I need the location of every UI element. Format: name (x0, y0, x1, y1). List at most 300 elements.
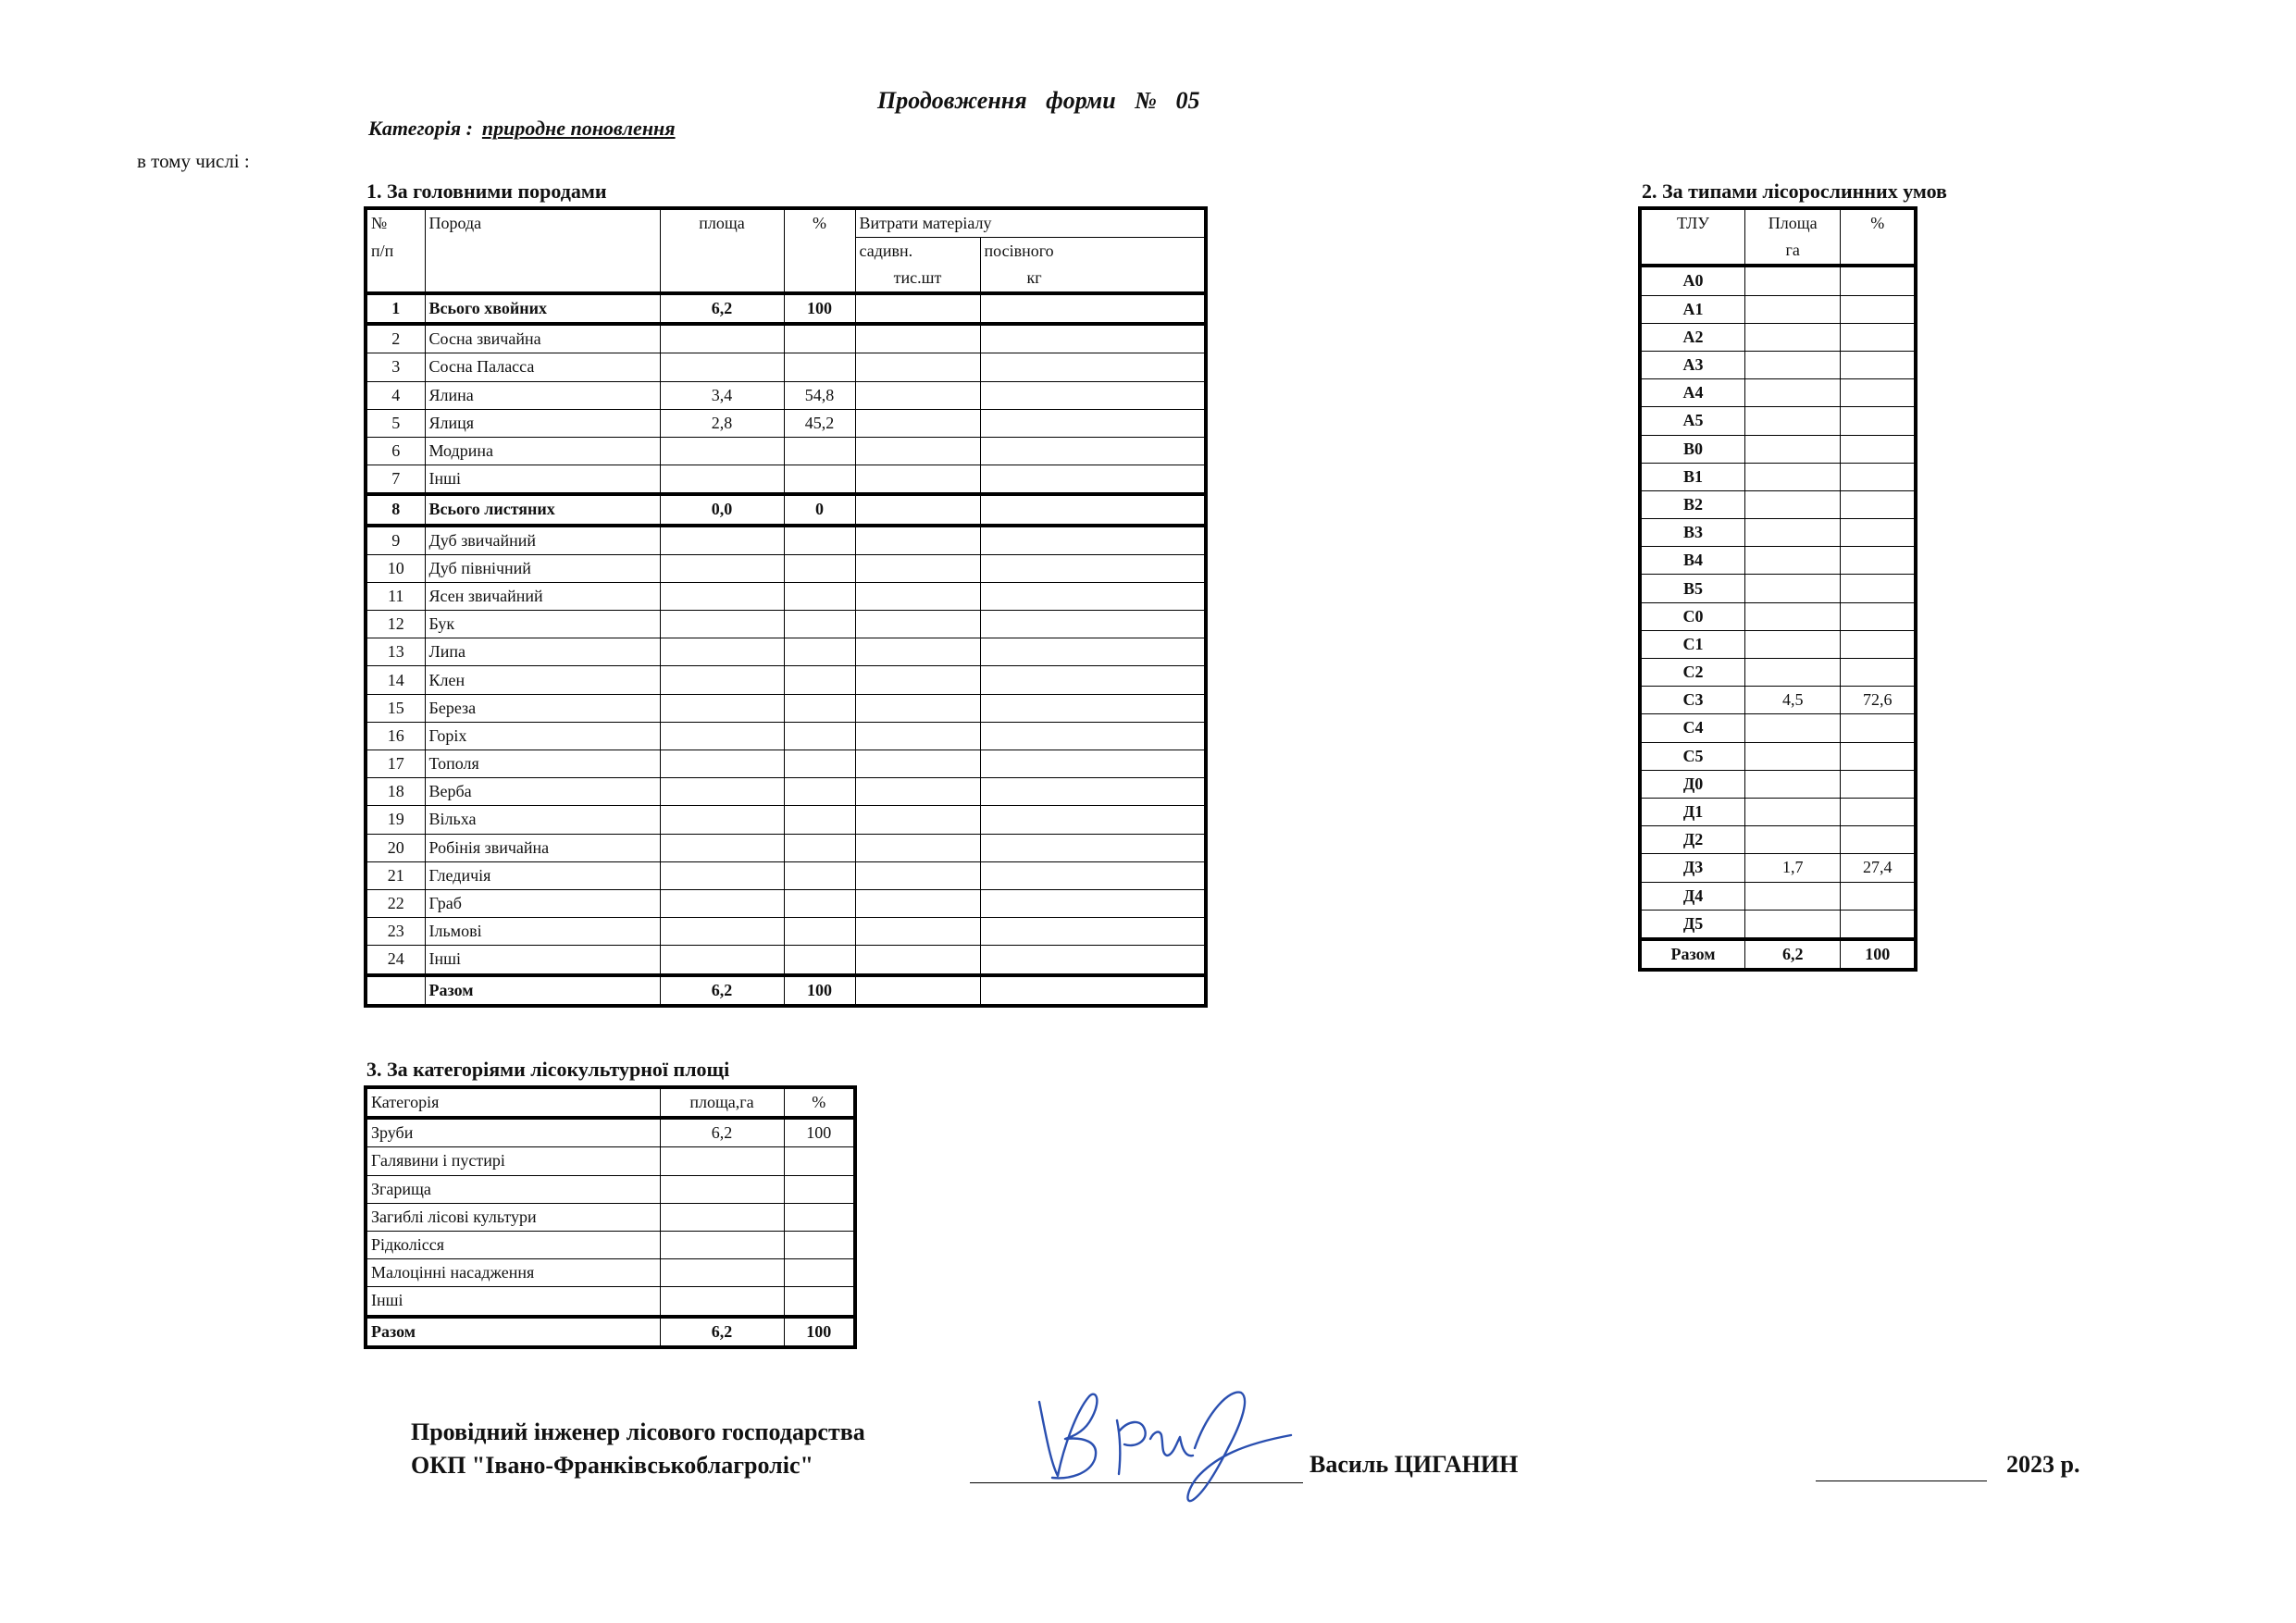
percent-value (784, 582, 855, 610)
tlu-code: С3 (1640, 687, 1745, 714)
table-row (366, 1175, 855, 1203)
tlu-code: Д3 (1640, 854, 1745, 882)
table-row (366, 861, 1206, 889)
table-row (1640, 630, 1916, 658)
tlu-code: Д1 (1640, 798, 1745, 825)
tlu-area (1745, 266, 1841, 295)
tlu-code: Д0 (1640, 770, 1745, 798)
seed-value (980, 611, 1206, 638)
area-value (660, 750, 784, 778)
col-header-cat-pct: % (784, 1087, 855, 1118)
total-percent: 100 (784, 975, 855, 1006)
planting-value (855, 381, 980, 409)
tlu-percent (1841, 770, 1916, 798)
table-row (366, 293, 1206, 324)
tlu-percent (1841, 407, 1916, 435)
table-row (366, 694, 1206, 722)
seed-value (980, 975, 1206, 1006)
species-name: Гледичія (425, 861, 660, 889)
category-value: природне поновлення (481, 117, 676, 140)
tlu-code: А5 (1640, 407, 1745, 435)
seed-value (980, 554, 1206, 582)
total-row (366, 975, 1206, 1006)
area-value (660, 611, 784, 638)
tlu-percent (1841, 798, 1916, 825)
category-percent (784, 1147, 855, 1175)
tlu-percent (1841, 547, 1916, 575)
row-number: 10 (366, 554, 425, 582)
tlu-percent: 72,6 (1841, 687, 1916, 714)
planting-value (855, 918, 980, 946)
table-row (366, 611, 1206, 638)
tlu-area (1745, 882, 1841, 910)
col-header-area: площа (660, 208, 784, 238)
table-row (1640, 882, 1916, 910)
table-row (366, 750, 1206, 778)
tlu-area (1745, 714, 1841, 742)
planting-value (855, 861, 980, 889)
row-number: 16 (366, 722, 425, 750)
tlu-area: 1,7 (1745, 854, 1841, 882)
signer-role-line1: Провідний інженер лісового господарства (411, 1419, 865, 1445)
percent-value (784, 437, 855, 465)
category-area (660, 1175, 784, 1203)
percent-value (784, 554, 855, 582)
tlu-area: 4,5 (1745, 687, 1841, 714)
tlu-percent (1841, 379, 1916, 407)
row-number: 12 (366, 611, 425, 638)
species-name: Сосна звичайна (425, 324, 660, 353)
tlu-code: В1 (1640, 463, 1745, 490)
percent-value (784, 834, 855, 861)
tlu-percent (1841, 882, 1916, 910)
species-name: Верба (425, 778, 660, 806)
planting-value (855, 554, 980, 582)
planting-value (855, 465, 980, 495)
col-header-num: № (366, 208, 425, 238)
area-value (660, 582, 784, 610)
table-row (366, 554, 1206, 582)
tlu-area (1745, 798, 1841, 825)
tlu-percent: 27,4 (1841, 854, 1916, 882)
category-area (660, 1231, 784, 1258)
signer-role-line2: ОКП "Івано-Франківськоблагроліс" (411, 1452, 813, 1479)
tlu-percent (1841, 602, 1916, 630)
table-row (366, 918, 1206, 946)
tlu-code: В4 (1640, 547, 1745, 575)
section1-title: 1. За головними породами (366, 180, 607, 203)
tlu-code: Д4 (1640, 882, 1745, 910)
tlu-code: С2 (1640, 659, 1745, 687)
col-header-cat-area: площа,га (660, 1087, 784, 1118)
planting-value (855, 437, 980, 465)
table-row (366, 834, 1206, 861)
percent-value (784, 778, 855, 806)
col-header-material: Витрати матеріалу (855, 208, 1206, 238)
area-value (660, 889, 784, 917)
category-percent (784, 1287, 855, 1317)
row-number: 19 (366, 806, 425, 834)
tlu-area (1745, 323, 1841, 351)
table-row (366, 778, 1206, 806)
species-name: Інші (425, 465, 660, 495)
tlu-area (1745, 351, 1841, 378)
tlu-area (1745, 519, 1841, 547)
seed-value (980, 494, 1206, 525)
table-row (366, 889, 1206, 917)
seed-value (980, 409, 1206, 437)
species-name: Ялина (425, 381, 660, 409)
section2-title: 2. За типами лісорослинних умов (1642, 180, 1947, 203)
col-header-planting-unit: тис.шт (855, 265, 980, 293)
col-header-seed-unit: кг (980, 265, 1206, 293)
category-percent (784, 1175, 855, 1203)
handwritten-signature (1032, 1383, 1309, 1508)
table-row (366, 353, 1206, 381)
seed-value (980, 750, 1206, 778)
table-row (366, 946, 1206, 975)
seed-value (980, 353, 1206, 381)
seed-value (980, 582, 1206, 610)
area-value (660, 806, 784, 834)
category-line (368, 117, 676, 141)
seed-value (980, 293, 1206, 324)
category-area: 6,2 (660, 1118, 784, 1147)
species-name: Дуб північний (425, 554, 660, 582)
tlu-code: С5 (1640, 742, 1745, 770)
area-value (660, 666, 784, 694)
species-name: Сосна Паласса (425, 353, 660, 381)
percent-value (784, 611, 855, 638)
tlu-code: С0 (1640, 602, 1745, 630)
table-row (366, 806, 1206, 834)
species-name: Клен (425, 666, 660, 694)
percent-value (784, 324, 855, 353)
percent-value: 45,2 (784, 409, 855, 437)
seed-value (980, 918, 1206, 946)
total-row (1640, 939, 1916, 970)
species-name: Липа (425, 638, 660, 666)
planting-value (855, 494, 980, 525)
species-name: Горіх (425, 722, 660, 750)
tlu-area (1745, 435, 1841, 463)
row-number: 13 (366, 638, 425, 666)
tlu-area (1745, 630, 1841, 658)
table-row (1640, 910, 1916, 939)
row-number: 6 (366, 437, 425, 465)
table-row (1640, 463, 1916, 490)
table-row (366, 582, 1206, 610)
table-row (1640, 714, 1916, 742)
category-name: Малоцінні насадження (366, 1259, 660, 1287)
species-name: Модрина (425, 437, 660, 465)
table-row (366, 409, 1206, 437)
table-row (1640, 351, 1916, 378)
total-percent: 100 (784, 1317, 855, 1347)
tlu-percent (1841, 826, 1916, 854)
col-header-species: Порода (425, 208, 660, 238)
land-category-table (364, 1085, 857, 1349)
row-number: 2 (366, 324, 425, 353)
table-row (1640, 266, 1916, 295)
table-row (1640, 407, 1916, 435)
seed-value (980, 722, 1206, 750)
species-name: Дуб звичайний (425, 526, 660, 555)
tlu-code: А4 (1640, 379, 1745, 407)
category-area (660, 1147, 784, 1175)
table-row (1640, 659, 1916, 687)
table-row (1640, 519, 1916, 547)
category-percent (784, 1203, 855, 1231)
col-header-seed: посівного (980, 238, 1206, 266)
col-header-num2: п/п (366, 238, 425, 266)
table-row (366, 1203, 855, 1231)
species-name: Береза (425, 694, 660, 722)
category-name: Рідколісся (366, 1231, 660, 1258)
species-name: Бук (425, 611, 660, 638)
table-row (366, 666, 1206, 694)
species-name: Робінія звичайна (425, 834, 660, 861)
tlu-percent (1841, 714, 1916, 742)
planting-value (855, 293, 980, 324)
col-header-planting: садивн. (855, 238, 980, 266)
tlu-area (1745, 770, 1841, 798)
tlu-code: В3 (1640, 519, 1745, 547)
percent-value: 0 (784, 494, 855, 525)
tlu-code: А0 (1640, 266, 1745, 295)
signature-date: 2023 р. (2006, 1451, 2080, 1478)
category-label: Категорія : (368, 117, 473, 140)
col-header-tlu-area-unit: га (1745, 237, 1841, 266)
tlu-area (1745, 463, 1841, 490)
col-header-tlu-area: Площа (1745, 208, 1841, 237)
seed-value (980, 694, 1206, 722)
tlu-percent (1841, 435, 1916, 463)
tlu-area (1745, 295, 1841, 323)
seed-value (980, 778, 1206, 806)
total-area: 6,2 (660, 1317, 784, 1347)
tlu-percent (1841, 910, 1916, 939)
category-area (660, 1203, 784, 1231)
tlu-percent (1841, 519, 1916, 547)
row-number: 24 (366, 946, 425, 975)
signer-role (411, 1416, 865, 1482)
table-row (1640, 854, 1916, 882)
planting-value (855, 946, 980, 975)
area-value (660, 353, 784, 381)
row-number: 11 (366, 582, 425, 610)
tlu-code: С1 (1640, 630, 1745, 658)
seed-value (980, 324, 1206, 353)
row-number: 22 (366, 889, 425, 917)
row-number: 1 (366, 293, 425, 324)
area-value (660, 638, 784, 666)
table-row (1640, 379, 1916, 407)
total-percent: 100 (1841, 939, 1916, 970)
tlu-area (1745, 602, 1841, 630)
percent-value (784, 750, 855, 778)
row-number: 5 (366, 409, 425, 437)
tlu-code: Д2 (1640, 826, 1745, 854)
total-label: Разом (425, 975, 660, 1006)
row-number: 20 (366, 834, 425, 861)
tlu-area (1745, 910, 1841, 939)
row-number: 23 (366, 918, 425, 946)
area-value: 3,4 (660, 381, 784, 409)
seed-value (980, 526, 1206, 555)
percent-value (784, 946, 855, 975)
area-value (660, 465, 784, 495)
table-row (1640, 323, 1916, 351)
planting-value (855, 526, 980, 555)
percent-value (784, 694, 855, 722)
total-row (366, 1317, 855, 1347)
planting-value (855, 694, 980, 722)
table-row (1640, 575, 1916, 602)
tlu-area (1745, 826, 1841, 854)
tlu-code: С4 (1640, 714, 1745, 742)
tlu-code: В2 (1640, 490, 1745, 518)
planting-value (855, 611, 980, 638)
table-row (1640, 435, 1916, 463)
planting-value (855, 409, 980, 437)
tlu-percent (1841, 575, 1916, 602)
table-row (366, 381, 1206, 409)
area-value (660, 526, 784, 555)
percent-value (784, 666, 855, 694)
species-name: Інші (425, 946, 660, 975)
category-name: Згарища (366, 1175, 660, 1203)
row-number: 18 (366, 778, 425, 806)
species-table (364, 206, 1208, 1008)
area-value (660, 554, 784, 582)
seed-value (980, 638, 1206, 666)
tlu-percent (1841, 295, 1916, 323)
tlu-percent (1841, 463, 1916, 490)
including-label: в тому числі : (137, 150, 250, 172)
planting-value (855, 889, 980, 917)
tlu-percent (1841, 323, 1916, 351)
seed-value (980, 465, 1206, 495)
seed-value (980, 806, 1206, 834)
tlu-code: Д5 (1640, 910, 1745, 939)
area-value (660, 861, 784, 889)
section3-title: 3. За категоріями лісокультурної площі (366, 1058, 730, 1081)
table-row (1640, 826, 1916, 854)
planting-value (855, 834, 980, 861)
col-header-category: Категорія (366, 1087, 660, 1118)
row-number: 4 (366, 381, 425, 409)
tlu-percent (1841, 490, 1916, 518)
percent-value (784, 889, 855, 917)
percent-value (784, 806, 855, 834)
col-header-tlu-pct: % (1841, 208, 1916, 237)
row-number: 3 (366, 353, 425, 381)
table-row (366, 494, 1206, 525)
percent-value: 54,8 (784, 381, 855, 409)
table-row (366, 1118, 855, 1147)
category-name: Загиблі лісові культури (366, 1203, 660, 1231)
percent-value (784, 861, 855, 889)
area-value (660, 722, 784, 750)
seed-value (980, 666, 1206, 694)
tlu-percent (1841, 659, 1916, 687)
tlu-area (1745, 659, 1841, 687)
tlu-table (1638, 206, 1917, 972)
species-name: Ялиця (425, 409, 660, 437)
col-header-tlu: ТЛУ (1640, 208, 1745, 237)
table-row (366, 437, 1206, 465)
row-number: 15 (366, 694, 425, 722)
percent-value (784, 918, 855, 946)
species-name: Всього листяних (425, 494, 660, 525)
seed-value (980, 946, 1206, 975)
seed-value (980, 834, 1206, 861)
area-value: 2,8 (660, 409, 784, 437)
area-value (660, 946, 784, 975)
seed-value (980, 889, 1206, 917)
tlu-code: А2 (1640, 323, 1745, 351)
tlu-code: А3 (1640, 351, 1745, 378)
table-row (1640, 547, 1916, 575)
row-number: 8 (366, 494, 425, 525)
total-label: Разом (366, 1317, 660, 1347)
total-area: 6,2 (660, 975, 784, 1006)
percent-value (784, 722, 855, 750)
table-row (366, 1287, 855, 1317)
tlu-percent (1841, 351, 1916, 378)
tlu-code: В0 (1640, 435, 1745, 463)
planting-value (855, 722, 980, 750)
tlu-area (1745, 547, 1841, 575)
planting-value (855, 582, 980, 610)
planting-value (855, 806, 980, 834)
tlu-area (1745, 742, 1841, 770)
table-row (1640, 602, 1916, 630)
table-row (366, 1231, 855, 1258)
table-row (1640, 295, 1916, 323)
area-value: 0,0 (660, 494, 784, 525)
category-name: Інші (366, 1287, 660, 1317)
planting-value (855, 666, 980, 694)
row-number: 14 (366, 666, 425, 694)
tlu-area (1745, 407, 1841, 435)
table-row (366, 722, 1206, 750)
area-value (660, 918, 784, 946)
percent-value (784, 638, 855, 666)
tlu-code: А1 (1640, 295, 1745, 323)
signer-name: Василь ЦИГАНИН (1309, 1451, 1519, 1478)
table-row (1640, 798, 1916, 825)
species-name: Ільмові (425, 918, 660, 946)
tlu-code: В5 (1640, 575, 1745, 602)
col-header-pct: % (784, 208, 855, 238)
total-label: Разом (1640, 939, 1745, 970)
tlu-percent (1841, 742, 1916, 770)
table-row (366, 638, 1206, 666)
species-name: Всього хвойних (425, 293, 660, 324)
row-number: 7 (366, 465, 425, 495)
category-name: Зруби (366, 1118, 660, 1147)
area-value (660, 324, 784, 353)
species-name: Тополя (425, 750, 660, 778)
total-area: 6,2 (1745, 939, 1841, 970)
planting-value (855, 638, 980, 666)
planting-value (855, 324, 980, 353)
species-name: Вільха (425, 806, 660, 834)
planting-value (855, 750, 980, 778)
percent-value: 100 (784, 293, 855, 324)
